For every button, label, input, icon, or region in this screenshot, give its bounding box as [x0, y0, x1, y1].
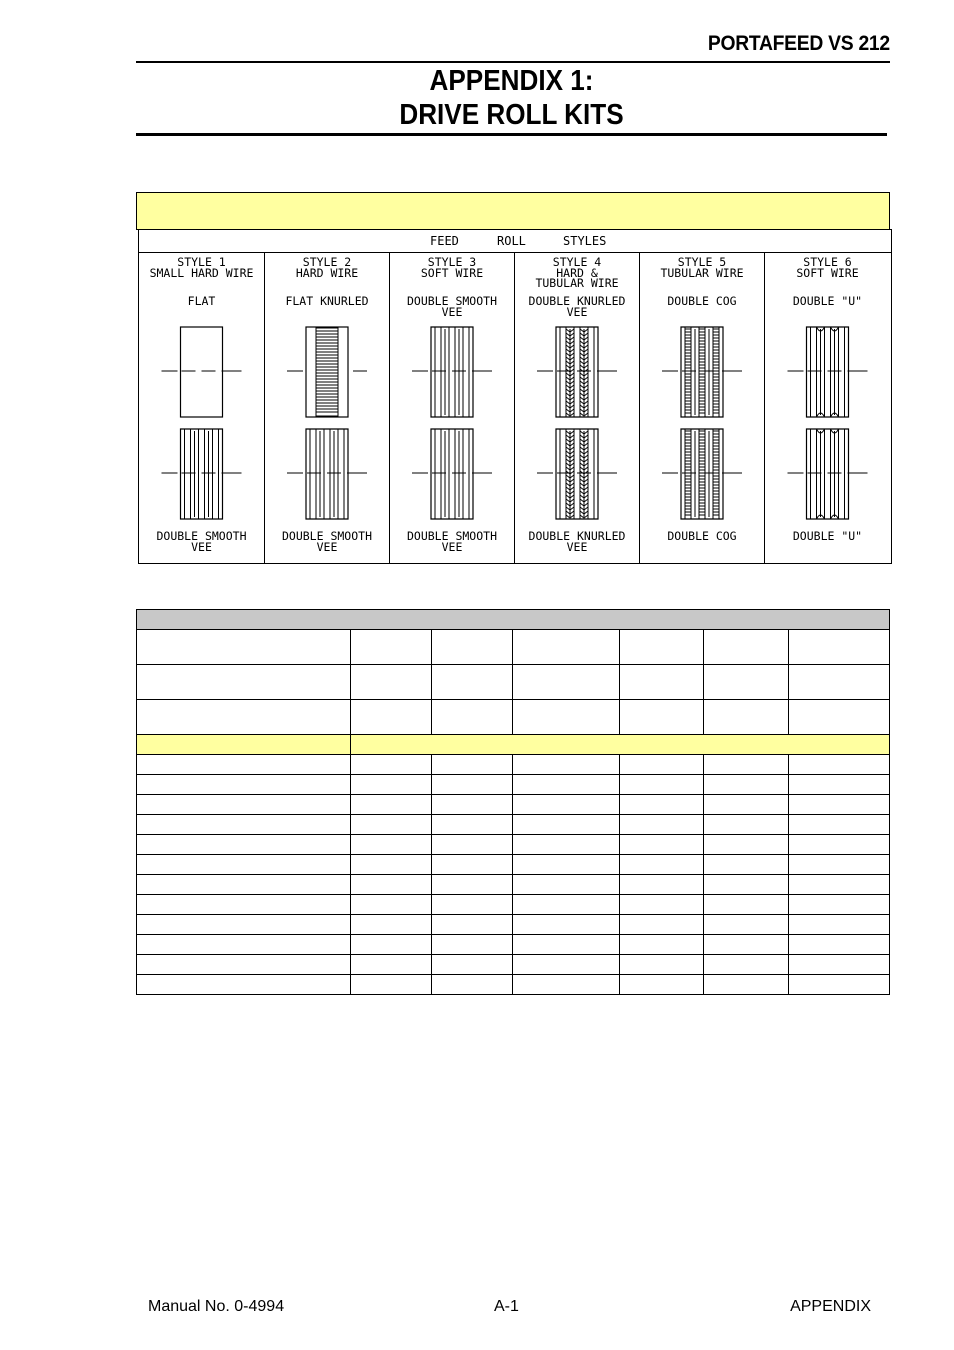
table-cell	[431, 935, 512, 955]
feed-roll-styles-diagram	[138, 229, 892, 564]
table-row	[137, 955, 890, 975]
table-row	[137, 915, 890, 935]
table-cell	[431, 795, 512, 815]
table-cell	[703, 755, 788, 775]
table-cell	[789, 935, 890, 955]
double-u-roll-icon	[788, 327, 868, 417]
table-cell	[350, 665, 431, 700]
table-cell	[431, 755, 512, 775]
table-cell	[619, 630, 703, 665]
lower-roll-drawing	[640, 427, 764, 527]
upper-roll-type: DOUBLE KNURLED VEE	[528, 294, 626, 319]
table-cell	[619, 855, 703, 875]
upper-roll-type: DOUBLE "U"	[792, 294, 863, 308]
table-cell	[619, 815, 703, 835]
table-cell	[703, 855, 788, 875]
table-cell	[512, 665, 619, 700]
table-cell	[789, 895, 890, 915]
upper-roll-drawing	[640, 325, 764, 425]
style-heading: STYLE 6 SOFT WIRE	[796, 255, 859, 280]
style-heading: STYLE 2 HARD WIRE	[295, 255, 359, 280]
table-cell	[619, 755, 703, 775]
style-column-3	[390, 253, 515, 563]
double-knurled-vee-roll-icon	[537, 429, 617, 519]
style-column-5	[640, 253, 765, 563]
table-cell	[137, 735, 351, 755]
table-header-row	[137, 700, 890, 735]
table-cell	[137, 895, 351, 915]
table-cell	[789, 630, 890, 665]
title-line-1: APPENDIX 1:	[429, 65, 594, 97]
double-u-roll-icon	[788, 429, 868, 519]
style-column-2	[265, 253, 390, 563]
table-cell	[137, 795, 351, 815]
flat-roll-icon	[162, 327, 242, 417]
table-cell	[137, 835, 351, 855]
table-cell	[431, 955, 512, 975]
style-column-6	[765, 253, 890, 563]
table-cell	[619, 975, 703, 995]
table-header-row	[137, 665, 890, 700]
table-row	[137, 755, 890, 775]
table-cell	[703, 935, 788, 955]
table-cell	[137, 935, 351, 955]
table-row	[137, 935, 890, 955]
table-cell	[137, 755, 351, 775]
lower-roll-drawing	[765, 427, 890, 527]
upper-roll-drawing	[765, 325, 890, 425]
drive-roll-kits-table	[136, 609, 890, 995]
table-row	[137, 835, 890, 855]
roll-word: ROLL	[497, 234, 526, 248]
table-cell	[512, 700, 619, 735]
table-row	[137, 775, 890, 795]
table-cell	[350, 875, 431, 895]
table-cell	[789, 775, 890, 795]
title-rule	[136, 133, 887, 136]
table-title-row	[137, 610, 890, 630]
table-cell	[137, 875, 351, 895]
table-cell	[137, 610, 890, 630]
upper-roll-drawing	[515, 325, 639, 425]
table-row	[137, 855, 890, 875]
table-cell	[431, 775, 512, 795]
table-cell	[431, 835, 512, 855]
table-cell	[789, 755, 890, 775]
table-cell	[350, 630, 431, 665]
table-cell	[512, 955, 619, 975]
table-cell	[703, 895, 788, 915]
table-cell	[350, 975, 431, 995]
table-cell	[703, 775, 788, 795]
table-cell	[619, 875, 703, 895]
table-cell	[703, 975, 788, 995]
table-cell	[350, 835, 431, 855]
table-cell	[137, 665, 351, 700]
table-row	[137, 815, 890, 835]
table-cell	[350, 895, 431, 915]
style-heading: STYLE 5 TUBULAR WIRE	[660, 255, 744, 280]
style-column-4	[515, 253, 640, 563]
table-header-row	[137, 630, 890, 665]
page-title	[174, 64, 850, 132]
table-cell	[512, 915, 619, 935]
table-cell	[703, 700, 788, 735]
table-cell	[431, 665, 512, 700]
table-cell	[789, 955, 890, 975]
table-cell	[619, 665, 703, 700]
table-cell	[512, 875, 619, 895]
table-cell	[512, 755, 619, 775]
table-cell	[512, 775, 619, 795]
table-cell	[619, 915, 703, 935]
table-cell	[350, 935, 431, 955]
upper-roll-type: DOUBLE SMOOTH VEE	[406, 294, 497, 319]
table-cell	[789, 835, 890, 855]
table-cell	[512, 630, 619, 665]
lower-roll-type: DOUBLE SMOOTH VEE	[281, 529, 372, 554]
table-cell	[137, 700, 351, 735]
section-name: APPENDIX	[790, 1298, 871, 1315]
flat-knurled-roll-icon	[287, 327, 367, 417]
lower-roll-drawing	[265, 427, 389, 527]
table-cell	[703, 630, 788, 665]
double-smooth-vee-roll-icon	[412, 429, 492, 519]
double-knurled-vee-roll-icon	[537, 327, 617, 417]
table-cell	[619, 775, 703, 795]
double-cog-roll-icon	[662, 327, 742, 417]
manual-number: Manual No. 0-4994	[148, 1298, 285, 1315]
table-cell	[512, 935, 619, 955]
table-cell	[619, 700, 703, 735]
table-cell	[703, 795, 788, 815]
table-cell	[350, 855, 431, 875]
lower-roll-drawing	[515, 427, 639, 527]
table-cell	[431, 895, 512, 915]
table-cell	[789, 700, 890, 735]
title-line-2: DRIVE ROLL KITS	[399, 99, 624, 131]
lower-roll-type: DOUBLE SMOOTH VEE	[156, 529, 247, 554]
table-cell	[137, 955, 351, 975]
upper-roll-type: DOUBLE COG	[667, 294, 737, 308]
table-cell	[619, 935, 703, 955]
table-cell	[512, 815, 619, 835]
table-cell	[512, 835, 619, 855]
upper-roll-type: FLAT KNURLED	[285, 294, 369, 308]
table-cell	[137, 975, 351, 995]
table-cell	[789, 975, 890, 995]
styles-word: STYLES	[563, 234, 607, 248]
feed-word: FEED	[430, 234, 459, 248]
table-row	[137, 975, 890, 995]
upper-roll-type: FLAT	[187, 294, 216, 308]
table-cell	[703, 955, 788, 975]
table-cell	[137, 915, 351, 935]
page-number: A-1	[494, 1298, 519, 1315]
upper-roll-drawing	[139, 325, 264, 425]
table-cell	[431, 875, 512, 895]
yellow-banner	[136, 192, 890, 230]
lower-roll-type: DOUBLE "U"	[792, 529, 863, 543]
table-cell	[350, 915, 431, 935]
header-rule	[136, 61, 890, 63]
table-cell	[619, 955, 703, 975]
table-cell	[703, 835, 788, 855]
table-cell	[789, 915, 890, 935]
lower-roll-type: DOUBLE KNURLED VEE	[528, 529, 626, 554]
table-cell	[512, 895, 619, 915]
style-column-1	[139, 253, 265, 563]
upper-roll-drawing	[265, 325, 389, 425]
table-cell	[703, 915, 788, 935]
table-cell	[137, 855, 351, 875]
table-cell	[350, 815, 431, 835]
product-name: PORTAFEED VS 212	[707, 32, 890, 55]
table-cell	[431, 630, 512, 665]
table-cell	[789, 665, 890, 700]
table-cell	[512, 795, 619, 815]
table-cell	[137, 775, 351, 795]
feed-roll-styles-header	[139, 230, 891, 253]
lower-roll-type: DOUBLE SMOOTH VEE	[406, 529, 497, 554]
table-cell	[431, 700, 512, 735]
double-smooth-vee-roll-icon	[162, 429, 242, 519]
table-cell	[137, 630, 351, 665]
table-cell	[789, 855, 890, 875]
table-cell	[431, 915, 512, 935]
style-heading: STYLE 3 SOFT WIRE	[420, 255, 484, 280]
upper-roll-drawing	[390, 325, 514, 425]
table-cell	[619, 795, 703, 815]
table-row	[137, 895, 890, 915]
lower-roll-drawing	[390, 427, 514, 527]
table-cell	[703, 875, 788, 895]
table-cell	[350, 955, 431, 975]
lower-roll-drawing	[139, 427, 264, 527]
table-cell	[431, 815, 512, 835]
double-smooth-vee-roll-icon	[412, 327, 492, 417]
lower-roll-type: DOUBLE COG	[667, 529, 737, 543]
style-heading: STYLE 4 HARD & TUBULAR WIRE	[535, 255, 619, 290]
table-cell	[619, 895, 703, 915]
table-section-row	[137, 735, 890, 755]
table-cell	[619, 835, 703, 855]
table-row	[137, 875, 890, 895]
style-heading: STYLE 1 SMALL HARD WIRE	[149, 255, 254, 280]
table-cell	[703, 815, 788, 835]
table-cell	[431, 855, 512, 875]
table-cell	[350, 775, 431, 795]
table-cell	[350, 755, 431, 775]
table-cell	[789, 875, 890, 895]
table-cell	[512, 975, 619, 995]
table-cell	[137, 815, 351, 835]
table-cell	[350, 735, 889, 755]
table-cell	[350, 700, 431, 735]
table-cell	[431, 975, 512, 995]
table-cell	[512, 855, 619, 875]
table-cell	[789, 815, 890, 835]
double-smooth-vee-roll-icon	[287, 429, 367, 519]
table-row	[137, 795, 890, 815]
table-cell	[703, 665, 788, 700]
table-cell	[350, 795, 431, 815]
double-cog-roll-icon	[662, 429, 742, 519]
table-cell	[789, 795, 890, 815]
